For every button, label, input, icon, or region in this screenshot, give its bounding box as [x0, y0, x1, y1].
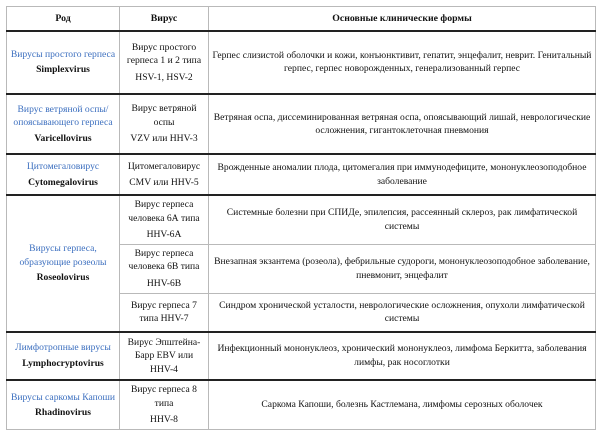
table-row	[7, 94, 596, 155]
genus-common-name: Цитомегаловирус	[26, 161, 100, 173]
virus-cell	[120, 195, 209, 244]
virus-abbr: VZV или HHV-3	[130, 133, 198, 145]
virus-name: Вирус герпеса 8 типа	[131, 384, 197, 409]
virus-cell	[120, 154, 209, 194]
genus-cell	[7, 94, 120, 155]
virus-name: Вирус герпеса человека 6В типа	[128, 248, 200, 273]
virus-abbr: HSV-1, HSV-2	[135, 71, 193, 83]
clinical-forms-cell: Ветряная оспа, диссеминированная ветряная оспа, опоясывающий лишай, неврологические осложнения, гигантоклеточная пневмония	[209, 94, 596, 155]
clinical-forms-cell: Инфекционный мононуклеоз, хронический мононуклеоз, лимфома Беркитта, заболевания лимфы, рак носоглотки	[209, 332, 596, 381]
table-row	[7, 31, 596, 94]
virus-cell	[120, 94, 209, 155]
virus-name: Вирус Эпштейна-Барр EBV или HHV-4	[127, 336, 201, 375]
genus-common-name: Вирусы саркомы Капоши	[10, 391, 116, 403]
header-row	[7, 7, 596, 32]
clinical-forms-cell: Саркома Капоши, болезнь Кастлемана, лимфомы серозных оболочек	[209, 380, 596, 429]
genus-cell	[7, 31, 120, 94]
virus-name: Вирус ветряной оспы	[131, 103, 197, 128]
header-virus: Вирус	[120, 7, 209, 32]
genus-latin-name: Lymphocryptovirus	[22, 357, 104, 369]
clinical-forms-cell: Врожденные аномалии плода, цитомегалия при иммунодефиците, мононуклеозоподобное заболевание	[209, 154, 596, 194]
herpesvirus-table	[6, 6, 596, 430]
clinical-forms-cell: Внезапная экзантема (розеола), фебрильные судороги, мононуклеозоподобное заболевание, пневмонит, энцефалит	[209, 244, 596, 293]
virus-abbr: HHV-6B	[146, 277, 182, 289]
header-genus: Род	[7, 7, 120, 32]
table-row	[7, 332, 596, 381]
virus-name: Вирус герпеса 7 типа HHV-7	[131, 299, 197, 325]
genus-latin-name: Simplexvirus	[36, 64, 90, 76]
genus-common-name: Вирусы герпеса, образующие розеолы	[19, 243, 107, 268]
virus-name: Вирус простого герпеса 1 и 2 типа	[126, 41, 202, 67]
virus-abbr: CMV или HHV-5	[129, 177, 199, 189]
header-forms: Основные клинические формы	[209, 7, 596, 32]
genus-common-name: Лимфотропные вирусы	[15, 342, 111, 354]
genus-cell	[7, 154, 120, 194]
virus-cell	[120, 31, 209, 94]
genus-common-name: Вирусы простого герпеса	[10, 48, 116, 60]
genus-latin-name: Rhadinovirus	[35, 407, 91, 419]
virus-abbr: HHV-6A	[146, 229, 182, 241]
genus-latin-name: Varicellovirus	[34, 132, 92, 144]
table-row	[7, 380, 596, 429]
table-row	[7, 195, 596, 244]
genus-latin-name: Cytomegalovirus	[28, 176, 98, 188]
clinical-forms-cell: Синдром хронической усталости, неврологические осложнения, опухоли лимфатической системы	[209, 293, 596, 331]
genus-common-name: Вирус ветряной оспы/опоясывающего герпеса	[13, 103, 113, 129]
virus-name: Вирус герпеса человека 6А типа	[128, 199, 200, 224]
virus-abbr: HHV-8	[150, 414, 178, 426]
virus-cell	[120, 380, 209, 429]
virus-cell	[120, 293, 209, 331]
virus-cell	[120, 332, 209, 381]
clinical-forms-cell: Системные болезни при СПИДе, эпилепсия, рассеянный склероз, рак лимфатической системы	[209, 195, 596, 244]
genus-latin-name: Roseolovirus	[36, 271, 90, 283]
clinical-forms-cell: Герпес слизистой оболочки и кожи, конъюнктивит, гепатит, энцефалит, неврит. Генитальный герпес, герпес новорожденных, генерализованный герпес	[209, 31, 596, 94]
virus-cell	[120, 244, 209, 293]
genus-cell	[7, 332, 120, 381]
genus-cell	[7, 195, 120, 332]
genus-cell	[7, 380, 120, 429]
virus-name: Цитомегаловирус	[127, 160, 201, 172]
table-row	[7, 154, 596, 194]
